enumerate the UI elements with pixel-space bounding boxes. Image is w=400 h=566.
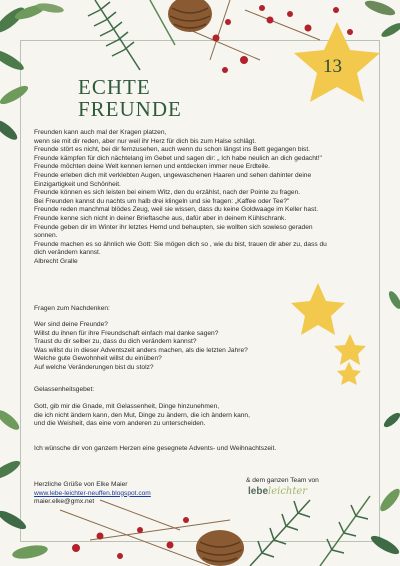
greeting-line: Herzliche Grüße von Elke Maier [34, 481, 128, 488]
poem-line: wenn sie mit dir reden, aber nur weil ihr Herz für dich bis zum Halse schlägt. [34, 137, 257, 145]
prayer-line: die ich nicht ändern kann, den Mut, Dinge zu ändern, die ich ändern kann, [34, 411, 250, 419]
question-item: Welche gute Gewohnheit willst du einüben? [34, 355, 162, 363]
poem-text [34, 129, 374, 267]
logo-part-leichter: leichter [268, 486, 308, 497]
question-item: Traust du dir selber zu, dass du dich verändern kannst? [34, 338, 197, 346]
prayer-text [34, 403, 374, 429]
team-text: & dem ganzen Team von [246, 477, 319, 484]
berries-bottom [72, 517, 189, 559]
question-item: Was willst du in dieser Adventszeit anders machen, als die letzten Jahre? [34, 346, 248, 354]
poem-line: dich verändern kannst. [34, 249, 101, 257]
poem-line: Freunde können es sich leisten bei einem Witz, den du erzählst, nach der Pointe zu fragen. [34, 189, 301, 197]
poem-line: Einzigartigkeit und Schönheit. [34, 180, 121, 188]
poem-line: Freunde machen es so ähnlich wie Gott: Sie mögen dich so , wie du bist, trauen dir aber zu, dass du [34, 240, 327, 248]
brand-logo [248, 486, 307, 497]
poem-line: Freunde kenne sich nicht in deiner Brieftasche aus, dafür aber in deinem Kühlschrank. [34, 214, 287, 222]
leaves-top-left [0, 2, 64, 143]
question-item: Auf welche Veränderungen bist du stolz? [34, 363, 154, 371]
poem-line: Bei Freunden kannst du nachts um halb drei klingeln und sie fragen: „Kaffee oder Tee?" [34, 197, 290, 205]
poem-line: Freunde reden manchmal blödes Zeug, weil sie wissen, dass du keine Goldwaage im Keller hast. [34, 206, 319, 214]
poem-author: Albrecht Gralle [34, 257, 78, 265]
prayer-line: Gott, gib mir die Gnade, mit Gelassenheit, Dinge hinzunehmen, [34, 403, 220, 410]
questions-heading: Fragen zum Nachdenken: [34, 305, 110, 312]
poem-line: Freunden kann auch mal der Kragen platzen, [34, 129, 167, 136]
questions-list [34, 321, 374, 373]
page-title [78, 76, 182, 120]
poem-line: Freunde geben dir im Winter ihr letztes Hemd und behaupten, sie wollten sich sowieso geraden [34, 223, 313, 231]
leaves-top-right [363, 0, 400, 39]
logo-part-lebe: lebe [248, 486, 269, 497]
poem-line: Freunde erleben dich mit verklebten Augen, ungewaschenen Haaren und sehen dahinter deine [34, 171, 312, 179]
pinecone-bottom [196, 530, 244, 566]
question-item: Wer sind deine Freunde? [34, 321, 108, 328]
day-number: 13 [323, 56, 342, 77]
poem-line: sonnen. [34, 232, 58, 240]
poem-line: Freunde kämpfen für dich nächtelang im Gebet und sagen dir: „ Ich habe neulich an dich gedacht!" [34, 154, 322, 162]
pinecone-top [168, 0, 212, 32]
prayer-heading: Gelassenheitsgebet: [34, 386, 95, 393]
leaves-right [382, 289, 400, 429]
question-item: Willst du ihnen für ihre Freundschaft einfach mal danke sagen? [34, 329, 219, 337]
website-link[interactable]: www.lebe-leichter-neuffen.blogspot.com [34, 489, 151, 497]
prayer-line: und die Weisheit, das eine vom anderen zu unterscheiden. [34, 420, 206, 428]
email-address[interactable]: maier.elke@gmx.net [34, 498, 95, 506]
title-line-2: FREUNDE [78, 97, 182, 121]
wish-text: Ich wünsche dir von ganzem Herzen eine gesegnete Advents- und Weihnachtszeit. [34, 445, 277, 452]
poem-line: Freunde stört es nicht, bei dir fernzusehen, auch wenn du schon längst ins Bett gegangen bist. [34, 146, 311, 154]
greeting-block [34, 481, 374, 507]
title-line-1: ECHTE [78, 75, 151, 99]
poem-line: Freunde möchten deine Welt kennen lernen und entdecken immer neue Erdteile. [34, 163, 270, 171]
